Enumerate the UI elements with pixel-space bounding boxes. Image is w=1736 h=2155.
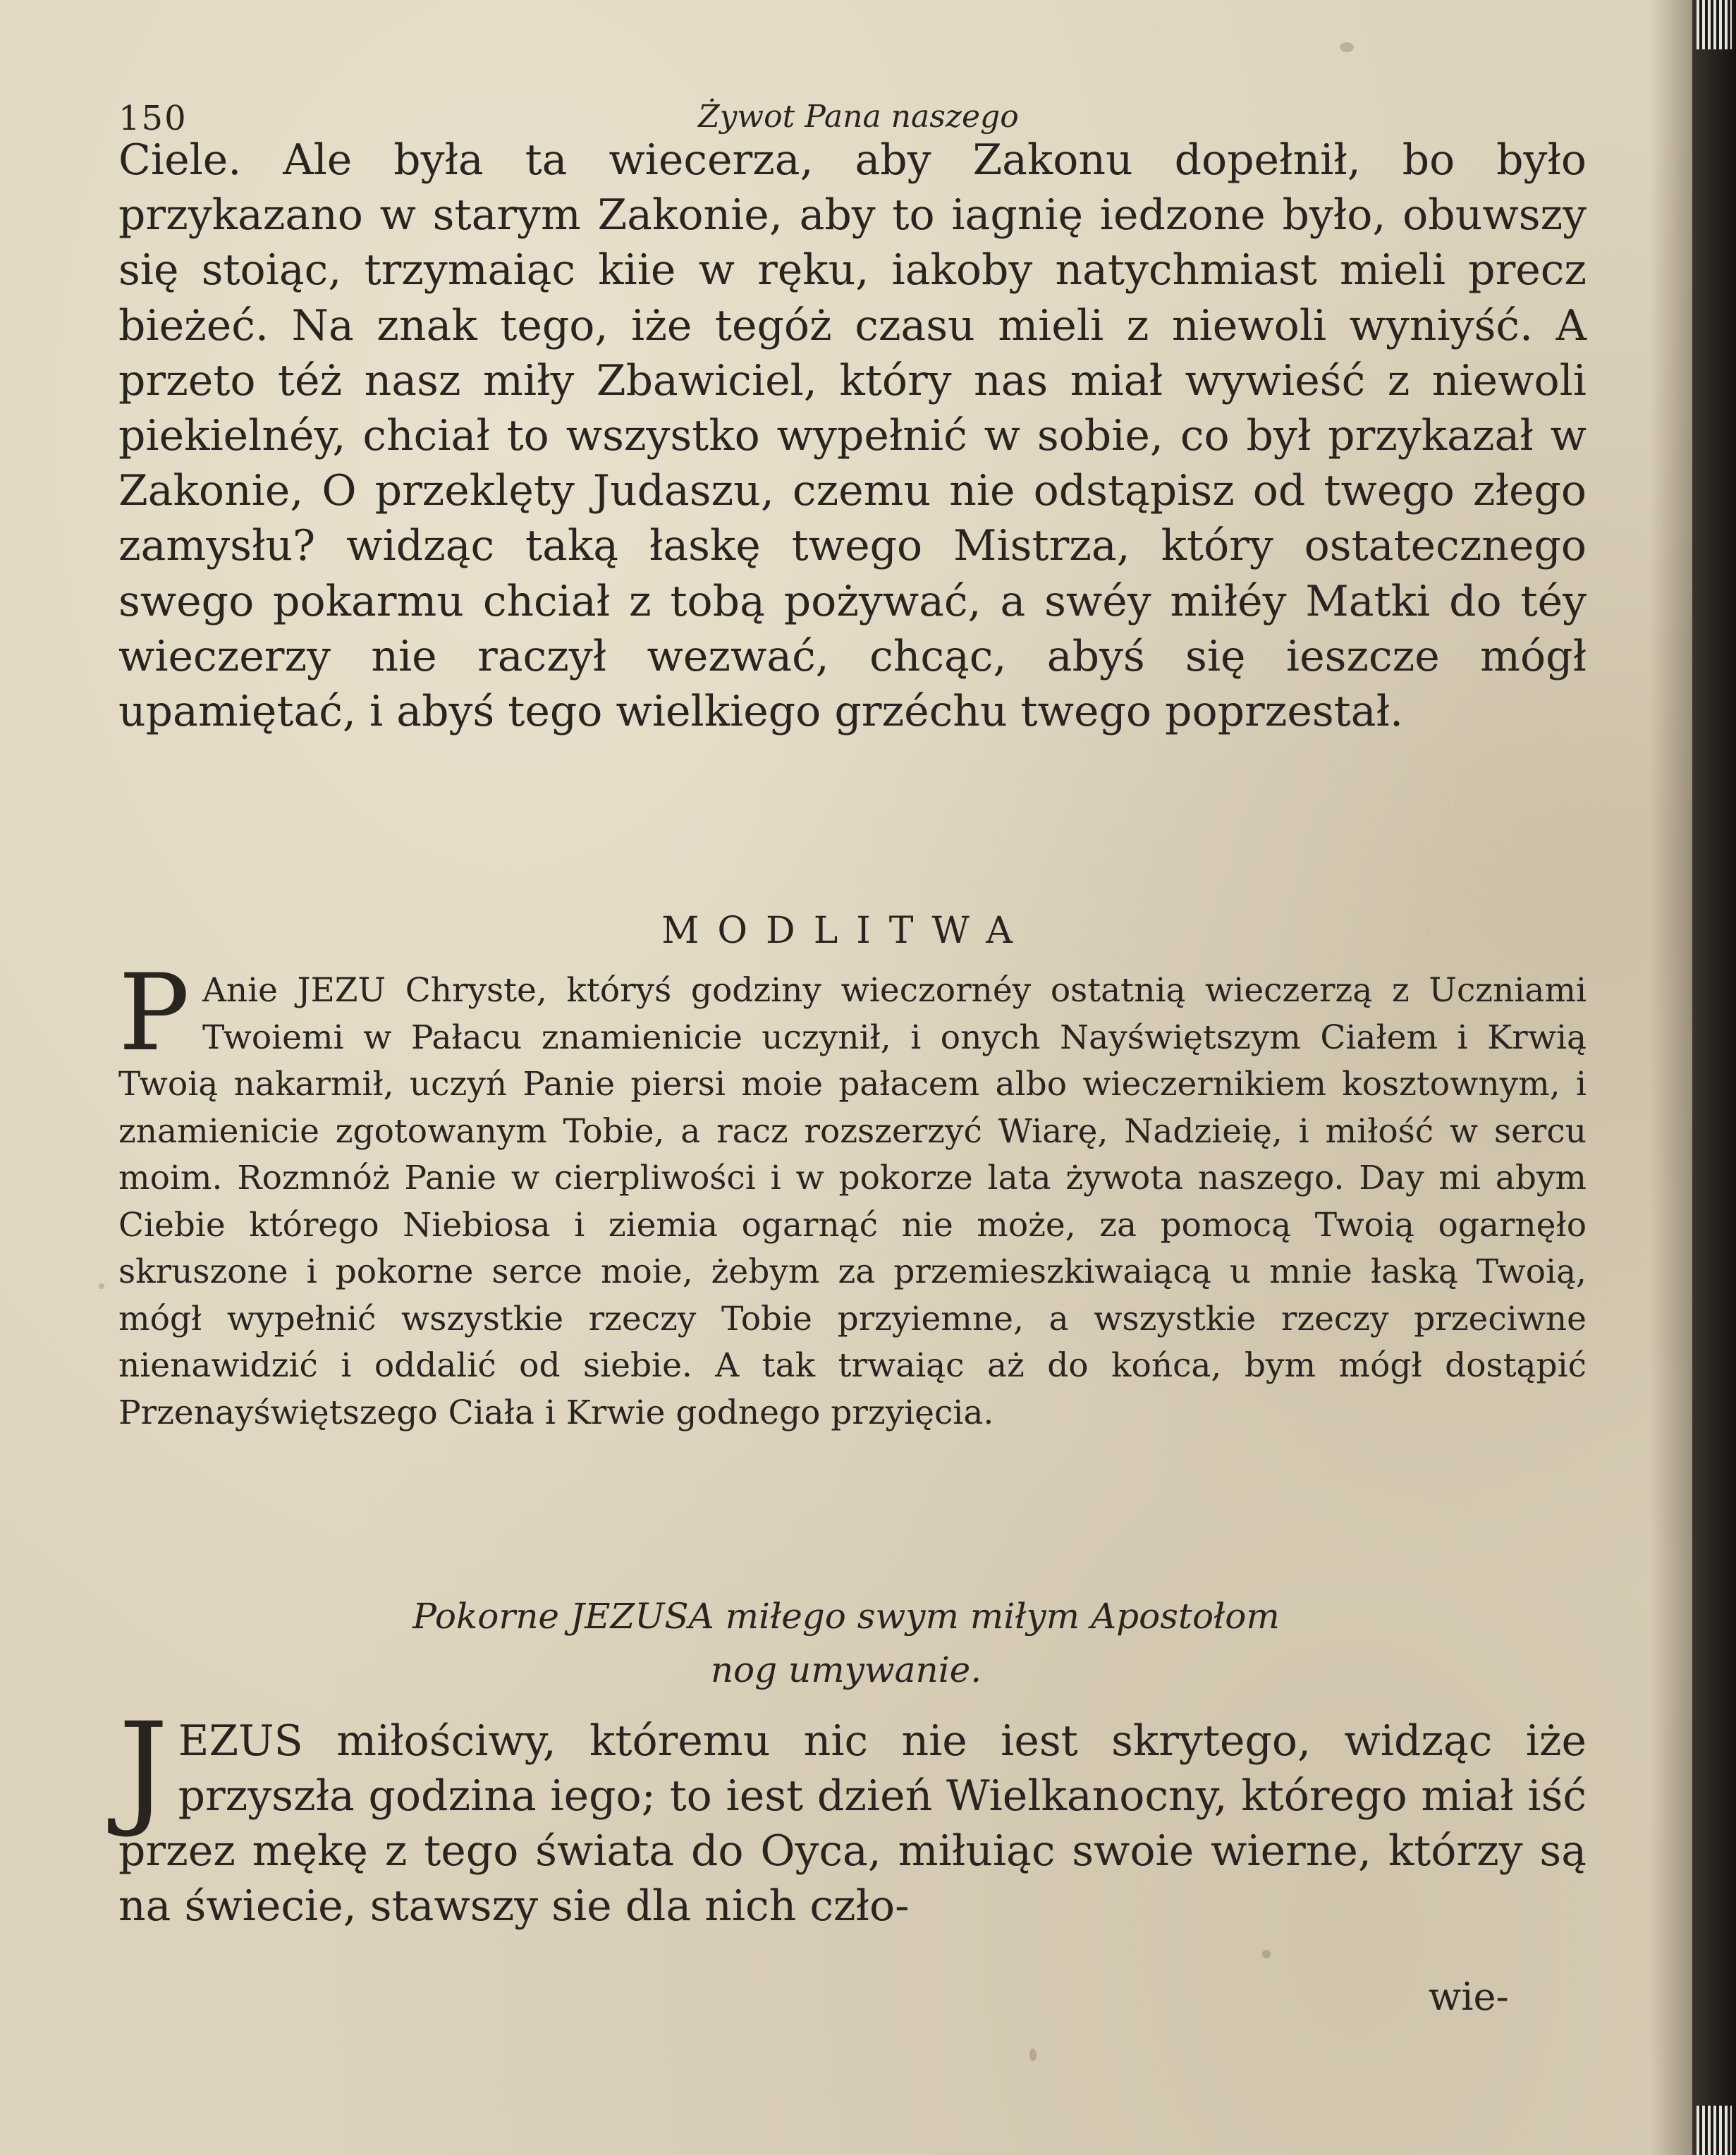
- page-gutter-shadow: [1650, 0, 1692, 2155]
- foxing-spot: [99, 1283, 104, 1289]
- running-head: Żywot Pana naszego: [698, 99, 1019, 135]
- page-number: 150: [118, 99, 188, 138]
- foxing-spot: [1262, 1950, 1271, 1958]
- drop-cap-initial-j: J: [118, 1696, 169, 1840]
- color-calibration-strip: [1697, 0, 1732, 49]
- catchword: wie-: [1429, 1974, 1509, 2019]
- book-edge: [1692, 0, 1736, 2155]
- body-paragraph-2: [118, 1696, 1587, 1934]
- paragraph-2-text: EZUS miłościwy, któremu nic nie iest skrytego, widząc iże przyszła godzina iego; to iest dzień Wielkanocny, którego miał iść przez mękę z tego świata do Oyca, miłuiąc swoie wierne, którzy są na świecie, stawszy sie dla nich czło-: [118, 1716, 1587, 1931]
- subheading-line-1: Pokorne JEZUSA miłego swym miłym Apostołom: [412, 1596, 1280, 1637]
- color-calibration-strip: [1697, 2106, 1732, 2155]
- prayer-paragraph: [118, 952, 1587, 1436]
- foxing-spot: [1029, 2049, 1037, 2061]
- subheading-line-2: nog umywanie.: [710, 1649, 982, 1690]
- foxing-spot: [1340, 42, 1354, 52]
- body-paragraph: Ciele. Ale była ta wiecerza, aby Zakonu dopełnił, bo było przykazano w starym Zakonie, aby to iagnię iedzone było, obuwszy się stoiąc, trzymaiąc kiie w ręku, iakoby natychmiast mieli precz bieżeć. Na znak tego, iże tegóż czasu mieli z niewoli wyniyść. A przeto téż nasz miły Zbawiciel, który nas miał wywieść z niewoli piekielnéy, chciał to wszystko wypełnić w sobie, co był przykazał w Zakonie, O przeklęty Judaszu, czemu nie odstąpisz od twego złego zamysłu? widząc taką łaskę twego Mistrza, który ostatecznego swego pokarmu chciał z tobą pożywać, a swéy miłéy Matki do téy wieczerzy nie raczył wezwać, chcąc, abyś się ieszcze mógł upamiętać, i abyś tego wielkiego grzéchu twego poprzestał.: [118, 135, 1587, 737]
- drop-cap-initial: P: [118, 952, 190, 1075]
- prayer-heading: MODLITWA: [661, 910, 1031, 952]
- section-subheading: [212, 1589, 1481, 1697]
- prayer-text: Anie JEZU Chryste, któryś godziny wieczornéy ostatnią wieczerzą z Uczniami Twoiemi w Pałacu znamienicie uczynił, i onych Nayświętszym Ciałem i Krwią Twoią nakarmił, uczyń Panie piersi moie pałacem albo wieczernikiem kosztownym, i znamienicie zgotowanym Tobie, a racz rozszerzyć Wiarę, Nadzieię, i miłość w sercu moim. Rozmnóż Panie w cierpliwości i w pokorze lata żywota naszego. Day mi abym Ciebie którego Niebiosa i ziemia ogarnąć nie może, za pomocą Twoią ogarnęło skruszone i pokorne serce moie, żebym za przemieszkiwaiącą u mnie łaską Twoią, mógł wypełnić wszystkie rzeczy Tobie przyiemne, a wszystkie rzeczy przeciwne nienawidzić i oddalić od siebie. A tak trwaiąc aż do końca, bym mógł dostąpić Przenayświętszego Ciała i Krwie godnego przyięcia.: [118, 971, 1587, 1432]
